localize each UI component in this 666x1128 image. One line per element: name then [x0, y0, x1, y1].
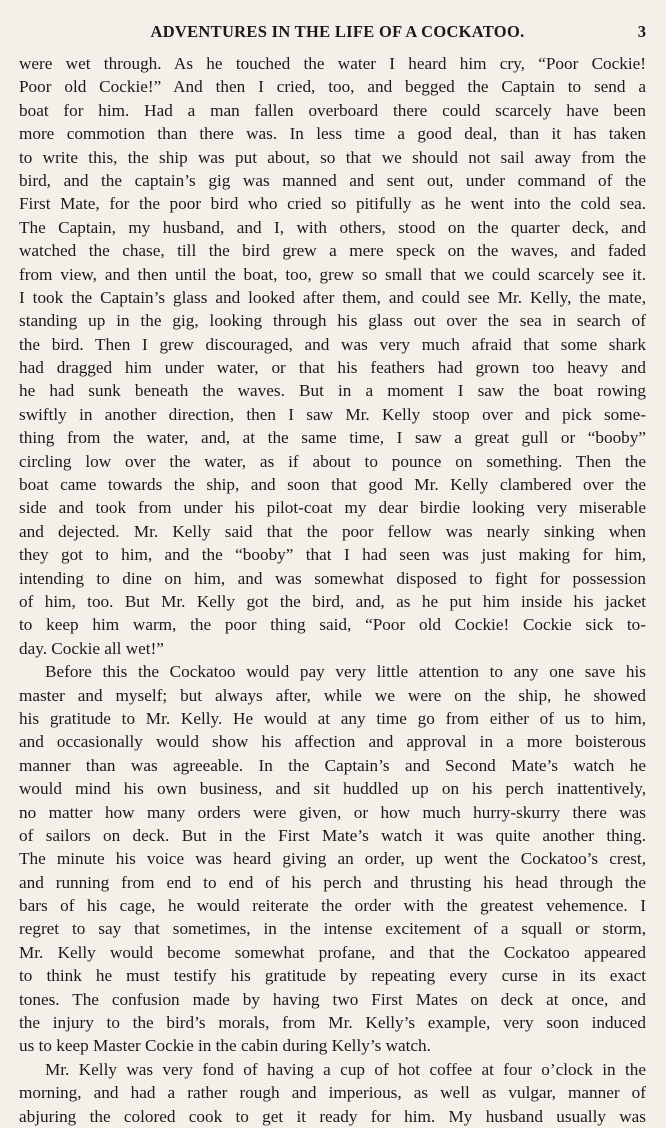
text-line: his gratitude to Mr. Kelly. He would at any time go from either of us to him,	[19, 708, 646, 728]
text-line: he had sunk beneath the waves. But in a moment I saw the boat rowing	[19, 381, 646, 401]
text-line: the bird. Then I grew discouraged, and was very much afraid that some shark	[19, 334, 646, 354]
text-line: Mr. Kelly would become somewhat profane, and that the Cockatoo appeared	[19, 942, 646, 962]
text-line: would mind his own business, and sit huddled up on his perch inattentively,	[19, 779, 646, 799]
text-line: and running from end to end of his perch and thrusting his head through the	[19, 872, 646, 892]
text-line: morning, and had a rather rough and imperious, as well as vulgar, manner of	[19, 1083, 646, 1103]
text-line: The minute his voice was heard giving an order, up went the Cockatoo’s crest,	[19, 849, 646, 869]
text-line: standing up in the gig, looking through his glass out over the sea in search of	[19, 311, 646, 331]
text-line: bird, and the captain’s gig was manned and sent out, under command of the	[19, 170, 646, 190]
text-line: us to keep Master Cockie in the cabin during Kelly’s watch.	[19, 1036, 431, 1056]
text-line: The Captain, my husband, and I, with others, stood on the quarter deck, and	[19, 217, 646, 237]
text-line: and occasionally would show his affection and approval in a more boisterous	[19, 732, 646, 752]
text-line: master and myself; but always after, while we were on the ship, he showed	[19, 685, 646, 705]
running-title: ADVENTURES IN THE LIFE OF A COCKATOO.	[150, 22, 525, 41]
text-line: abjuring the colored cook to get it ready for him. My husband usually was	[19, 1106, 646, 1126]
text-line: were wet through. As he touched the water I heard him cry, “Poor Cockie!	[19, 54, 646, 73]
text-line: manner than was agreeable. In the Captain’s and Second Mate’s watch he	[19, 755, 646, 775]
text-line: of sailors on deck. But in the First Mate’s watch it was quite another thing.	[19, 825, 646, 845]
text-line: to think he must testify his gratitude by repeating every curse in its exact	[19, 966, 646, 986]
text-line: of him, too. But Mr. Kelly got the bird, and, as he put him inside his jacket	[19, 591, 646, 611]
text-line: thing from the water, and, at the same time, I saw a great gull or “booby”	[19, 428, 646, 448]
text-line: side and took from under his pilot-coat my dear birdie looking very miserable	[19, 498, 646, 518]
text-line: day. Cockie all wet!”	[19, 638, 164, 658]
text-line: intending to dine on him, and was somewhat disposed to fight for possession	[19, 568, 646, 588]
text-line: from view, and then until the boat, too, grew so small that we could scarcely see it.	[19, 264, 646, 284]
page-header	[19, 22, 646, 44]
text-line: to write this, the ship was put about, so that we should not sail away from the	[19, 147, 646, 167]
text-line: and dejected. Mr. Kelly said that the poor fellow was nearly sinking when	[19, 521, 646, 541]
text-line: more commotion than there was. In less time a good deal, than it has taken	[19, 124, 646, 144]
text-line: circling low over the water, as if about to pounce on something. Then the	[19, 451, 646, 471]
text-line: to keep him warm, the poor thing said, “Poor old Cockie! Cockie sick to-	[19, 615, 646, 635]
body-text	[19, 52, 646, 1128]
text-line: Before this the Cockatoo would pay very little attention to any one save his	[45, 662, 646, 682]
text-line: the injury to the bird’s morals, from Mr. Kelly’s example, very soon induced	[19, 1013, 646, 1033]
text-line: no matter how many orders were given, or how much hurry-skurry there was	[19, 802, 646, 822]
text-line: Mr. Kelly was very fond of having a cup of hot coffee at four o’clock in the	[45, 1059, 646, 1079]
text-line: had dragged him under water, or that his feathers had grown too heavy and	[19, 358, 646, 378]
text-line: boat came towards the ship, and soon that good Mr. Kelly clambered over the	[19, 475, 646, 495]
text-line: I took the Captain’s glass and looked after them, and could see Mr. Kelly, the mate,	[19, 287, 646, 307]
text-line: bars of his cage, he would reiterate the order with the greatest vehemence. I	[19, 896, 646, 916]
text-line: watched the chase, till the bird grew a mere speck on the waves, and faded	[19, 241, 646, 261]
text-line: they got to him, and the “booby” that I had seen was just making for him,	[19, 545, 646, 565]
text-line: regret to say that sometimes, in the intense excitement of a squall or storm,	[19, 919, 646, 939]
text-line: Poor old Cockie!” And then I cried, too, and begged the Captain to send a	[19, 77, 646, 97]
text-line: First Mate, for the poor bird who cried so pitifully as he went into the cold sea.	[19, 194, 646, 214]
page-number: 3	[637, 22, 646, 41]
text-line: tones. The confusion made by having two First Mates on deck at once, and	[19, 989, 646, 1009]
text-line: boat for him. Had a man fallen overboard there could scarcely have been	[19, 100, 646, 120]
text-line: swiftly in another direction, then I saw Mr. Kelly stoop over and pick some-	[19, 404, 646, 424]
